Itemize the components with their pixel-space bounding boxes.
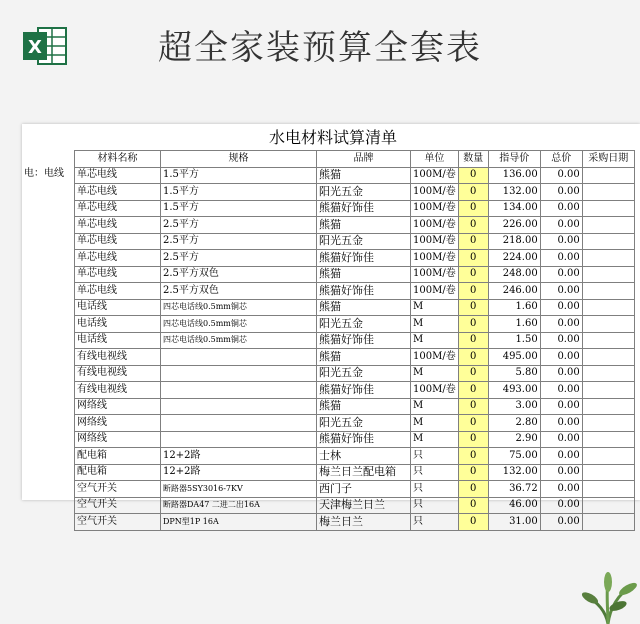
- quantity-cell[interactable]: 0: [458, 250, 488, 267]
- price-cell[interactable]: 132.00: [488, 464, 540, 481]
- brand-cell[interactable]: 熊猫好饰佳: [317, 283, 411, 300]
- quantity-cell[interactable]: 0: [458, 200, 488, 217]
- brand-cell[interactable]: 阳光五金: [317, 415, 411, 432]
- purchase-date-cell[interactable]: [582, 250, 634, 267]
- price-cell[interactable]: 226.00: [488, 217, 540, 234]
- material-name-cell[interactable]: 单芯电线: [75, 266, 161, 283]
- category-spacer: [22, 415, 75, 432]
- category-spacer: [22, 448, 75, 465]
- quantity-cell[interactable]: 0: [458, 382, 488, 399]
- price-cell[interactable]: 75.00: [488, 448, 540, 465]
- table-row: [22, 299, 634, 316]
- total-cell[interactable]: 0.00: [540, 266, 582, 283]
- material-name-cell[interactable]: 空气开关: [75, 514, 161, 531]
- total-cell[interactable]: 0.00: [540, 250, 582, 267]
- material-name-cell[interactable]: 配电箱: [75, 448, 161, 465]
- purchase-date-cell[interactable]: [582, 266, 634, 283]
- category-spacer: [22, 514, 75, 531]
- spec-cell[interactable]: 2.5平方: [161, 217, 317, 234]
- total-cell[interactable]: 0.00: [540, 365, 582, 382]
- material-name-cell[interactable]: 单芯电线: [75, 283, 161, 300]
- unit-cell[interactable]: 100M/卷: [411, 283, 459, 300]
- total-cell[interactable]: 0.00: [540, 217, 582, 234]
- brand-cell[interactable]: 熊猫: [317, 266, 411, 283]
- table-row: [22, 398, 634, 415]
- sheet-title: 水电材料试算清单: [268, 128, 397, 147]
- spec-cell[interactable]: 12+2路: [161, 464, 317, 481]
- purchase-date-cell[interactable]: [582, 283, 634, 300]
- brand-cell[interactable]: 熊猫好饰佳: [317, 431, 411, 448]
- material-name-cell[interactable]: 网络线: [75, 415, 161, 432]
- quantity-cell[interactable]: 0: [458, 266, 488, 283]
- total-cell[interactable]: 0.00: [540, 332, 582, 349]
- brand-cell[interactable]: 阳光五金: [317, 365, 411, 382]
- purchase-date-cell[interactable]: [582, 233, 634, 250]
- unit-cell[interactable]: 100M/卷: [411, 349, 459, 366]
- spec-cell[interactable]: DPN型1P 16A: [161, 514, 317, 531]
- quantity-cell[interactable]: 0: [458, 448, 488, 465]
- unit-cell[interactable]: 100M/卷: [411, 217, 459, 234]
- spec-cell[interactable]: 四芯电话线0.5mm铜芯: [161, 332, 317, 349]
- quantity-cell[interactable]: 0: [458, 497, 488, 514]
- total-cell[interactable]: 0.00: [540, 349, 582, 366]
- brand-cell[interactable]: 熊猫: [317, 217, 411, 234]
- category-spacer: [22, 464, 75, 481]
- material-name-cell[interactable]: 单芯电线: [75, 184, 161, 201]
- logo-letter: X: [28, 37, 42, 58]
- brand-cell[interactable]: 士林: [317, 448, 411, 465]
- hero-banner: [0, 0, 640, 110]
- table-row: [22, 448, 634, 465]
- plant-decoration-icon: [578, 572, 638, 624]
- material-name-cell[interactable]: 单芯电线: [75, 200, 161, 217]
- spreadsheet-page: [22, 124, 640, 528]
- header-cell[interactable]: 采购日期: [582, 151, 634, 168]
- unit-cell[interactable]: M: [411, 332, 459, 349]
- hero-title: 超全家装预算全套表: [158, 28, 482, 68]
- unit-cell[interactable]: 100M/卷: [411, 200, 459, 217]
- material-name-cell[interactable]: 单芯电线: [75, 233, 161, 250]
- spec-cell[interactable]: 1.5平方: [161, 167, 317, 184]
- price-cell[interactable]: 3.00: [488, 398, 540, 415]
- unit-cell[interactable]: M: [411, 365, 459, 382]
- table-row: [22, 167, 634, 184]
- brand-cell[interactable]: 熊猫: [317, 167, 411, 184]
- header-cell[interactable]: 数量: [458, 151, 488, 168]
- table-row: [22, 250, 634, 267]
- category-spacer: [22, 250, 75, 267]
- purchase-date-cell[interactable]: [582, 431, 634, 448]
- table-row: [22, 365, 634, 382]
- unit-cell[interactable]: 100M/卷: [411, 382, 459, 399]
- total-cell[interactable]: 0.00: [540, 464, 582, 481]
- quantity-cell[interactable]: 0: [458, 299, 488, 316]
- total-cell[interactable]: 0.00: [540, 497, 582, 514]
- category-spacer: [22, 332, 75, 349]
- purchase-date-cell[interactable]: [582, 398, 634, 415]
- category-spacer: [22, 217, 75, 234]
- table-row: [22, 431, 634, 448]
- total-cell[interactable]: 0.00: [540, 299, 582, 316]
- purchase-date-cell[interactable]: [582, 200, 634, 217]
- purchase-date-cell[interactable]: [582, 167, 634, 184]
- brand-cell[interactable]: 阳光五金: [317, 233, 411, 250]
- unit-cell[interactable]: M: [411, 415, 459, 432]
- purchase-date-cell[interactable]: [582, 365, 634, 382]
- purchase-date-cell[interactable]: [582, 382, 634, 399]
- spec-cell[interactable]: [161, 415, 317, 432]
- spec-cell[interactable]: 12+2路: [161, 448, 317, 465]
- price-cell[interactable]: 1.60: [488, 299, 540, 316]
- unit-cell[interactable]: M: [411, 398, 459, 415]
- unit-cell[interactable]: 只: [411, 464, 459, 481]
- purchase-date-cell[interactable]: [582, 464, 634, 481]
- unit-cell[interactable]: 100M/卷: [411, 233, 459, 250]
- quantity-cell[interactable]: 0: [458, 217, 488, 234]
- category-spacer: [22, 151, 75, 168]
- category-spacer: [22, 365, 75, 382]
- unit-cell[interactable]: 100M/卷: [411, 167, 459, 184]
- total-cell[interactable]: 0.00: [540, 415, 582, 432]
- category-spacer: [22, 266, 75, 283]
- category-spacer: [22, 200, 75, 217]
- brand-cell[interactable]: 西门子: [317, 481, 411, 498]
- material-name-cell[interactable]: 网络线: [75, 431, 161, 448]
- total-cell[interactable]: 0.00: [540, 398, 582, 415]
- material-name-cell[interactable]: 电话线: [75, 299, 161, 316]
- price-cell[interactable]: 136.00: [488, 167, 540, 184]
- purchase-date-cell[interactable]: [582, 514, 634, 531]
- quantity-cell[interactable]: 0: [458, 514, 488, 531]
- spec-cell[interactable]: 1.5平方: [161, 200, 317, 217]
- category-spacer: [22, 184, 75, 201]
- quantity-cell[interactable]: 0: [458, 349, 488, 366]
- total-cell[interactable]: 0.00: [540, 481, 582, 498]
- purchase-date-cell[interactable]: [582, 217, 634, 234]
- brand-cell[interactable]: 熊猫好饰佳: [317, 332, 411, 349]
- purchase-date-cell[interactable]: [582, 448, 634, 465]
- brand-cell[interactable]: 熊猫: [317, 299, 411, 316]
- total-cell[interactable]: 0.00: [540, 184, 582, 201]
- spec-cell[interactable]: 四芯电话线0.5mm铜芯: [161, 299, 317, 316]
- purchase-date-cell[interactable]: [582, 349, 634, 366]
- quantity-cell[interactable]: 0: [458, 316, 488, 333]
- purchase-date-cell[interactable]: [582, 497, 634, 514]
- spec-cell[interactable]: [161, 431, 317, 448]
- header-cell[interactable]: 品牌: [317, 151, 411, 168]
- spec-cell[interactable]: [161, 398, 317, 415]
- unit-cell[interactable]: M: [411, 431, 459, 448]
- unit-cell[interactable]: 只: [411, 448, 459, 465]
- price-cell[interactable]: 132.00: [488, 184, 540, 201]
- category-spacer: [22, 398, 75, 415]
- price-cell[interactable]: 2.90: [488, 431, 540, 448]
- brand-cell[interactable]: 梅兰日兰: [317, 514, 411, 531]
- material-name-cell[interactable]: 单芯电线: [75, 250, 161, 267]
- quantity-cell[interactable]: 0: [458, 283, 488, 300]
- table-row: [22, 497, 634, 514]
- unit-cell[interactable]: 只: [411, 481, 459, 498]
- spec-cell[interactable]: [161, 349, 317, 366]
- price-cell[interactable]: 31.00: [488, 514, 540, 531]
- price-cell[interactable]: 5.80: [488, 365, 540, 382]
- material-name-cell[interactable]: 配电箱: [75, 464, 161, 481]
- price-cell[interactable]: 134.00: [488, 200, 540, 217]
- category-label: 电：电线: [24, 168, 64, 179]
- unit-cell[interactable]: M: [411, 299, 459, 316]
- budget-table: [22, 150, 635, 531]
- price-cell[interactable]: 224.00: [488, 250, 540, 267]
- total-cell[interactable]: 0.00: [540, 167, 582, 184]
- quantity-cell[interactable]: 0: [458, 481, 488, 498]
- spec-cell[interactable]: [161, 365, 317, 382]
- category-spacer: [22, 283, 75, 300]
- price-cell[interactable]: 248.00: [488, 266, 540, 283]
- table-row: [22, 382, 634, 399]
- spec-cell[interactable]: 2.5平方双色: [161, 283, 317, 300]
- purchase-date-cell[interactable]: [582, 415, 634, 432]
- excel-logo-icon: [22, 25, 68, 67]
- table-row: [22, 316, 634, 333]
- total-cell[interactable]: 0.00: [540, 514, 582, 531]
- unit-cell[interactable]: 100M/卷: [411, 184, 459, 201]
- price-cell[interactable]: 36.72: [488, 481, 540, 498]
- total-cell[interactable]: 0.00: [540, 382, 582, 399]
- header-cell[interactable]: 单位: [411, 151, 459, 168]
- category-spacer: [22, 481, 75, 498]
- price-cell[interactable]: 1.60: [488, 316, 540, 333]
- table-row: [22, 283, 634, 300]
- material-name-cell[interactable]: 单芯电线: [75, 167, 161, 184]
- header-cell[interactable]: 规格: [161, 151, 317, 168]
- spec-cell[interactable]: 1.5平方: [161, 184, 317, 201]
- price-cell[interactable]: 493.00: [488, 382, 540, 399]
- quantity-cell[interactable]: 0: [458, 398, 488, 415]
- table-row: [22, 514, 634, 531]
- quantity-cell[interactable]: 0: [458, 233, 488, 250]
- unit-cell[interactable]: 只: [411, 497, 459, 514]
- table-row: [22, 332, 634, 349]
- quantity-cell[interactable]: 0: [458, 167, 488, 184]
- total-cell[interactable]: 0.00: [540, 200, 582, 217]
- spec-cell[interactable]: 2.5平方双色: [161, 266, 317, 283]
- table-row: [22, 266, 634, 283]
- header-cell[interactable]: 材料名称: [75, 151, 161, 168]
- total-cell[interactable]: 0.00: [540, 316, 582, 333]
- category-spacer: [22, 316, 75, 333]
- unit-cell[interactable]: 只: [411, 514, 459, 531]
- category-spacer: [22, 497, 75, 514]
- brand-cell[interactable]: 天津梅兰日兰: [317, 497, 411, 514]
- header-cell[interactable]: 总价: [540, 151, 582, 168]
- purchase-date-cell[interactable]: [582, 299, 634, 316]
- table-row: [22, 184, 634, 201]
- category-spacer: [22, 299, 75, 316]
- quantity-cell[interactable]: 0: [458, 184, 488, 201]
- total-cell[interactable]: 0.00: [540, 448, 582, 465]
- brand-cell[interactable]: 阳光五金: [317, 184, 411, 201]
- purchase-date-cell[interactable]: [582, 184, 634, 201]
- table-row: [22, 217, 634, 234]
- header-cell[interactable]: 指导价: [488, 151, 540, 168]
- purchase-date-cell[interactable]: [582, 316, 634, 333]
- material-name-cell[interactable]: 网络线: [75, 398, 161, 415]
- table-row: [22, 415, 634, 432]
- material-name-cell[interactable]: 单芯电线: [75, 217, 161, 234]
- table-row: [22, 349, 634, 366]
- unit-cell[interactable]: M: [411, 316, 459, 333]
- brand-cell[interactable]: 熊猫好饰佳: [317, 250, 411, 267]
- total-cell[interactable]: 0.00: [540, 431, 582, 448]
- quantity-cell[interactable]: 0: [458, 431, 488, 448]
- purchase-date-cell[interactable]: [582, 481, 634, 498]
- brand-cell[interactable]: 熊猫: [317, 349, 411, 366]
- material-name-cell[interactable]: 空气开关: [75, 497, 161, 514]
- price-cell[interactable]: 1.50: [488, 332, 540, 349]
- table-row: [22, 464, 634, 481]
- total-cell[interactable]: 0.00: [540, 233, 582, 250]
- unit-cell[interactable]: 100M/卷: [411, 266, 459, 283]
- quantity-cell[interactable]: 0: [458, 365, 488, 382]
- brand-cell[interactable]: 阳光五金: [317, 316, 411, 333]
- unit-cell[interactable]: 100M/卷: [411, 250, 459, 267]
- material-name-cell[interactable]: 电话线: [75, 332, 161, 349]
- spec-cell[interactable]: 断路器DA47 二进二出16A: [161, 497, 317, 514]
- spec-cell[interactable]: 四芯电话线0.5mm铜芯: [161, 316, 317, 333]
- category-spacer: [22, 233, 75, 250]
- category-spacer: [22, 382, 75, 399]
- price-cell[interactable]: 495.00: [488, 349, 540, 366]
- table-row: [22, 233, 634, 250]
- material-name-cell[interactable]: 有线电视线: [75, 349, 161, 366]
- price-cell[interactable]: 246.00: [488, 283, 540, 300]
- spec-cell[interactable]: 断路器5SY3016-7KV: [161, 481, 317, 498]
- material-name-cell[interactable]: 有线电视线: [75, 365, 161, 382]
- price-cell[interactable]: 46.00: [488, 497, 540, 514]
- table-row: [22, 481, 634, 498]
- price-cell[interactable]: 218.00: [488, 233, 540, 250]
- quantity-cell[interactable]: 0: [458, 415, 488, 432]
- quantity-cell[interactable]: 0: [458, 332, 488, 349]
- table-row: [22, 200, 634, 217]
- category-spacer: [22, 349, 75, 366]
- category-spacer: [22, 431, 75, 448]
- material-name-cell[interactable]: 空气开关: [75, 481, 161, 498]
- spec-cell[interactable]: [161, 382, 317, 399]
- total-cell[interactable]: 0.00: [540, 283, 582, 300]
- material-name-cell[interactable]: 电话线: [75, 316, 161, 333]
- brand-cell[interactable]: 熊猫好饰佳: [317, 200, 411, 217]
- price-cell[interactable]: 2.80: [488, 415, 540, 432]
- spec-cell[interactable]: 2.5平方: [161, 250, 317, 267]
- brand-cell[interactable]: 熊猫: [317, 398, 411, 415]
- spec-cell[interactable]: 2.5平方: [161, 233, 317, 250]
- purchase-date-cell[interactable]: [582, 332, 634, 349]
- material-name-cell[interactable]: 有线电视线: [75, 382, 161, 399]
- quantity-cell[interactable]: 0: [458, 464, 488, 481]
- brand-cell[interactable]: 梅兰日兰配电箱: [317, 464, 411, 481]
- brand-cell[interactable]: 熊猫好饰佳: [317, 382, 411, 399]
- header-row: [22, 151, 634, 168]
